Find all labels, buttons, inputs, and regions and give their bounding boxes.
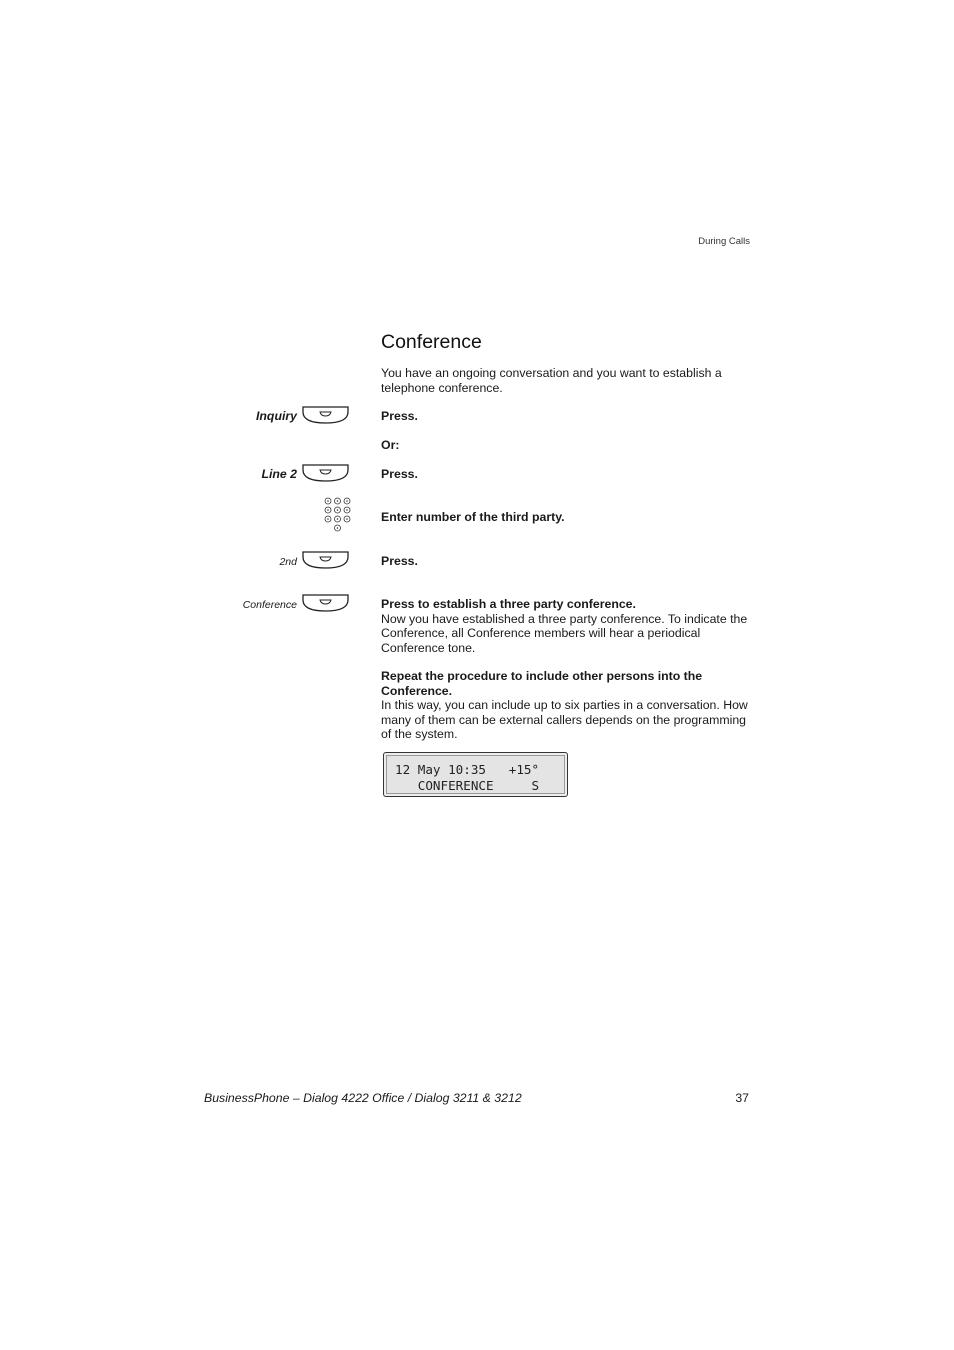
section-title: Conference	[381, 331, 482, 353]
repeat-heading: Repeat the procedure to include other persons into the Conference.	[381, 669, 703, 698]
line2-key-label: Line 2	[261, 467, 297, 481]
intro-text: You have an ongoing conversation and you want to establish a telephone conference.	[381, 366, 722, 395]
keypad-instruction: Enter number of the third party.	[381, 510, 565, 524]
display-line-1: 12 May 10:35 +15°	[395, 762, 540, 777]
phone-display	[383, 752, 568, 797]
running-header: During Calls	[698, 236, 750, 247]
footer-title: BusinessPhone – Dialog 4222 Office / Dialog 3211 & 3212	[204, 1091, 522, 1105]
function-key-icon[interactable]	[302, 464, 349, 482]
display-line-2: CONFERENCE S	[395, 778, 540, 793]
repeat-note: In this way, you can include up to six parties in a conversation. How many of them can be external callers depends on the programming of the system.	[381, 698, 748, 742]
page-number: 37	[735, 1091, 749, 1105]
repeat-block	[381, 669, 753, 742]
conference-note: Now you have established a three party conference. To indicate the Conference, all Conference members will hear a periodical Conference tone.	[381, 611, 748, 655]
line2-instruction: Press.	[381, 467, 418, 481]
conference-step	[381, 597, 753, 655]
second-instruction: Press.	[381, 554, 418, 568]
function-key-icon[interactable]	[302, 551, 349, 569]
second-key-label: 2nd	[279, 556, 297, 568]
keypad-icon[interactable]	[324, 497, 351, 533]
or-separator: Or:	[381, 438, 400, 452]
inquiry-key-label: Inquiry	[256, 409, 297, 423]
conference-instruction: Press to establish a three party conference.	[381, 597, 636, 611]
function-key-icon[interactable]	[302, 594, 349, 612]
conference-key-label: Conference	[242, 599, 297, 611]
inquiry-instruction: Press.	[381, 409, 418, 423]
function-key-icon[interactable]	[302, 406, 349, 424]
